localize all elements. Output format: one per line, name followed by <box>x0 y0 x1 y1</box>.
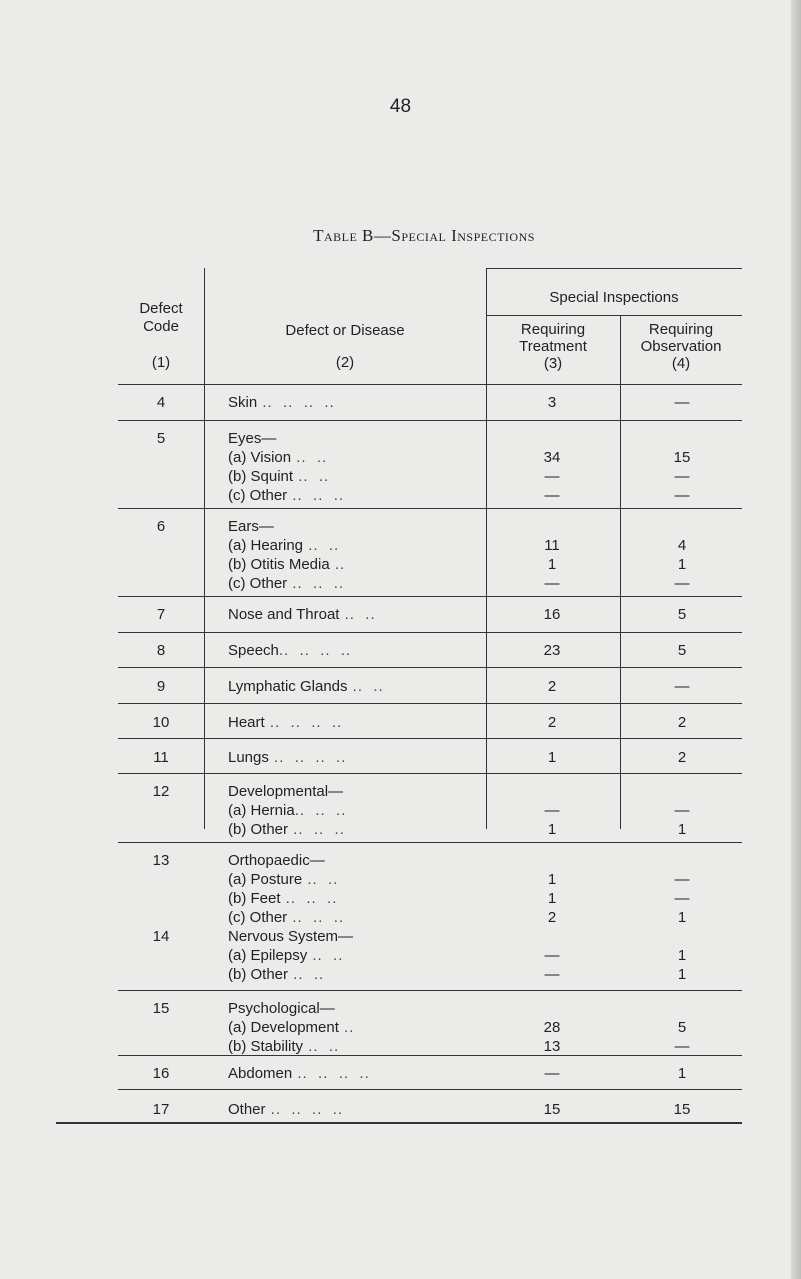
requiring-treatment-value: 28 <box>543 1019 561 1036</box>
table-top-rule <box>486 268 742 269</box>
defect-label <box>228 748 478 767</box>
leader-dots: .. .. .. .. <box>268 749 347 766</box>
row-separator <box>118 632 742 633</box>
defect-label <box>228 486 478 505</box>
defect-label <box>228 641 478 660</box>
defect-code: 12 <box>152 783 170 800</box>
requiring-observation-value: 1 <box>677 947 687 964</box>
requiring-observation-value: 1 <box>677 556 687 573</box>
requiring-observation-value: 1 <box>677 821 687 838</box>
defect-label-text: Eyes— <box>228 430 277 447</box>
defect-label-text: Developmental— <box>228 783 344 800</box>
defect-label-text: Ears— <box>228 518 274 535</box>
defect-label-text: (a) Epilepsy <box>228 947 308 964</box>
requiring-observation-value: 4 <box>677 537 687 554</box>
defect-code: 7 <box>156 606 166 623</box>
defect-label-text: Skin <box>228 394 258 411</box>
row-separator <box>118 667 742 668</box>
requiring-observation-value: 5 <box>677 1019 687 1036</box>
requiring-observation-value: — <box>674 802 690 819</box>
defect-label-text: Heart <box>228 714 265 731</box>
leader-dots: .. .. .. <box>287 575 345 592</box>
requiring-observation-value: — <box>674 394 690 411</box>
requiring-treatment-value: 23 <box>543 642 561 659</box>
requiring-treatment-value: 3 <box>547 394 557 411</box>
defect-label-text: (a) Hearing <box>228 537 304 554</box>
leader-dots: .. <box>329 556 346 573</box>
table-bottom-rule <box>56 1122 742 1124</box>
leader-dots: .. .. .. .. <box>257 394 335 411</box>
defect-code: 5 <box>156 430 166 447</box>
leader-dots: .. .. .. <box>287 487 345 504</box>
defect-label <box>228 1100 478 1119</box>
requiring-treatment-value: — <box>544 966 560 983</box>
table-title: Table B—Special Inspections <box>313 226 535 245</box>
defect-code: 14 <box>152 928 170 945</box>
defect-label-text: Psychological— <box>228 1000 335 1017</box>
requiring-treatment-value: 1 <box>547 749 557 766</box>
defect-label-text: (b) Squint <box>228 468 294 485</box>
row-separator <box>118 703 742 704</box>
defect-label-text: Nervous System— <box>228 928 354 945</box>
defect-label <box>228 467 478 486</box>
row-separator <box>118 508 742 509</box>
header-requiring-observation: Requiring Observation (4) <box>640 321 722 372</box>
requiring-treatment-value: — <box>544 1065 560 1082</box>
defect-label-text: (b) Feet <box>228 890 281 907</box>
header-bottom-rule <box>118 384 742 385</box>
defect-label <box>228 1037 478 1056</box>
defect-label <box>228 801 478 820</box>
requiring-observation-value: — <box>674 1038 690 1055</box>
leader-dots: .. .. <box>291 449 328 466</box>
leader-dots: .. .. <box>339 606 376 623</box>
requiring-observation-value: — <box>674 575 690 592</box>
row-separator <box>118 738 742 739</box>
column-rule-1 <box>204 268 205 829</box>
defect-label <box>228 677 478 696</box>
defect-label <box>228 870 478 889</box>
requiring-treatment-value: 13 <box>543 1038 561 1055</box>
defect-code: 8 <box>156 642 166 659</box>
defect-code: 11 <box>153 749 169 766</box>
defect-code: 16 <box>152 1065 170 1082</box>
defect-label <box>228 851 478 870</box>
row-separator <box>118 1089 742 1090</box>
defect-label <box>228 965 478 984</box>
requiring-observation-value: 5 <box>677 606 687 623</box>
defect-label <box>228 782 478 801</box>
defect-code: 13 <box>152 852 170 869</box>
defect-label-text: Other <box>228 1101 266 1118</box>
leader-dots: .. .. <box>307 947 344 964</box>
requiring-treatment-value: — <box>544 947 560 964</box>
defect-label <box>228 1018 478 1037</box>
leader-dots: .. .. <box>303 1038 340 1055</box>
requiring-treatment-value: — <box>544 468 560 485</box>
defect-label-text: Abdomen <box>228 1065 293 1082</box>
defect-label-text: (a) Posture <box>228 871 303 888</box>
leader-dots: .. .. <box>303 537 340 554</box>
defect-label <box>228 946 478 965</box>
defect-code: 9 <box>156 678 166 695</box>
page-edge-shadow <box>791 0 801 1279</box>
requiring-treatment-value: 1 <box>547 871 557 888</box>
row-separator <box>118 1055 742 1056</box>
requiring-treatment-value: — <box>544 575 560 592</box>
leader-dots: .. .. .. <box>288 821 345 838</box>
requiring-observation-value: 2 <box>677 749 687 766</box>
requiring-observation-value: 15 <box>673 449 691 466</box>
defect-label-text: (c) Other <box>228 575 288 592</box>
defect-label <box>228 574 478 593</box>
header-special-inspections: Special Inspections <box>549 289 679 306</box>
leader-dots: .. .. .. .. <box>264 714 343 731</box>
defect-code: 10 <box>152 714 170 731</box>
leader-dots: .. .. .. .. <box>278 642 352 659</box>
defect-label <box>228 536 478 555</box>
leader-dots: .. .. .. <box>287 909 345 926</box>
row-separator <box>118 990 742 991</box>
defect-label-text: (c) Other <box>228 487 288 504</box>
requiring-treatment-value: — <box>544 802 560 819</box>
requiring-observation-value: 5 <box>677 642 687 659</box>
row-separator <box>118 596 742 597</box>
defect-label-text: (b) Stability <box>228 1038 304 1055</box>
defect-label <box>228 605 478 624</box>
requiring-treatment-value: 16 <box>543 606 561 623</box>
defect-label-text: (b) Other <box>228 821 289 838</box>
requiring-treatment-value: 15 <box>543 1101 561 1118</box>
defect-code: 4 <box>156 394 166 411</box>
defect-label <box>228 393 478 412</box>
leader-dots: .. <box>338 1019 355 1036</box>
defect-label <box>228 448 478 467</box>
requiring-treatment-value: 11 <box>544 537 560 554</box>
defect-label-text: (b) Otitis Media <box>228 556 330 573</box>
defect-label <box>228 713 478 732</box>
defect-code: 15 <box>152 1000 170 1017</box>
defect-label-text: (a) Development <box>228 1019 339 1036</box>
defect-label <box>228 1064 478 1083</box>
requiring-observation-value: 15 <box>673 1101 691 1118</box>
requiring-treatment-value: — <box>544 487 560 504</box>
row-separator <box>118 420 742 421</box>
requiring-observation-value: — <box>674 468 690 485</box>
leader-dots: .. .. .. .. <box>265 1101 344 1118</box>
row-separator <box>118 773 742 774</box>
defect-label-text: (c) Other <box>228 909 288 926</box>
leader-dots: .. .. <box>347 678 384 695</box>
defect-label <box>228 908 478 927</box>
requiring-observation-value: — <box>674 871 690 888</box>
defect-label <box>228 999 478 1018</box>
defect-code: 6 <box>156 518 166 535</box>
defect-code: 17 <box>152 1101 170 1118</box>
header-defect-code: Defect Code (1) <box>139 300 183 371</box>
defect-label-text: Orthopaedic— <box>228 852 325 869</box>
leader-dots: .. .. .. .. <box>292 1065 370 1082</box>
requiring-treatment-value: 2 <box>547 678 557 695</box>
defect-label <box>228 927 478 946</box>
defect-label <box>228 889 478 908</box>
leader-dots: .. .. <box>302 871 339 888</box>
requiring-observation-value: — <box>674 678 690 695</box>
defect-label-text: (a) Hernia <box>228 802 295 819</box>
requiring-observation-value: — <box>674 487 690 504</box>
defect-label-text: Nose and Throat <box>228 606 340 623</box>
requiring-observation-value: 2 <box>677 714 687 731</box>
requiring-observation-value: 1 <box>677 1065 687 1082</box>
header-sub-rule <box>486 315 742 316</box>
requiring-observation-value: — <box>674 890 690 907</box>
leader-dots: .. .. <box>288 966 325 983</box>
row-separator <box>118 842 742 843</box>
header-defect-or-disease: Defect or Disease (2) <box>285 322 405 371</box>
defect-label <box>228 517 478 536</box>
leader-dots: .. .. .. <box>294 802 347 819</box>
defect-label <box>228 820 478 839</box>
requiring-treatment-value: 1 <box>547 556 557 573</box>
requiring-observation-value: 1 <box>677 909 687 926</box>
requiring-treatment-value: 34 <box>543 449 561 466</box>
defect-label-text: (a) Vision <box>228 449 292 466</box>
defect-label-text: Lungs <box>228 749 269 766</box>
defect-label <box>228 429 478 448</box>
leader-dots: .. .. .. <box>280 890 338 907</box>
defect-label-text: Lymphatic Glands <box>228 678 348 695</box>
defect-label <box>228 555 478 574</box>
requiring-treatment-value: 1 <box>547 821 557 838</box>
header-requiring-treatment: Requiring Treatment (3) <box>519 321 587 372</box>
requiring-treatment-value: 2 <box>547 714 557 731</box>
requiring-treatment-value: 2 <box>547 909 557 926</box>
requiring-treatment-value: 1 <box>547 890 557 907</box>
requiring-observation-value: 1 <box>677 966 687 983</box>
page-number: 48 <box>389 96 412 117</box>
defect-label-text: (b) Other <box>228 966 289 983</box>
leader-dots: .. .. <box>293 468 330 485</box>
defect-label-text: Speech <box>228 642 279 659</box>
